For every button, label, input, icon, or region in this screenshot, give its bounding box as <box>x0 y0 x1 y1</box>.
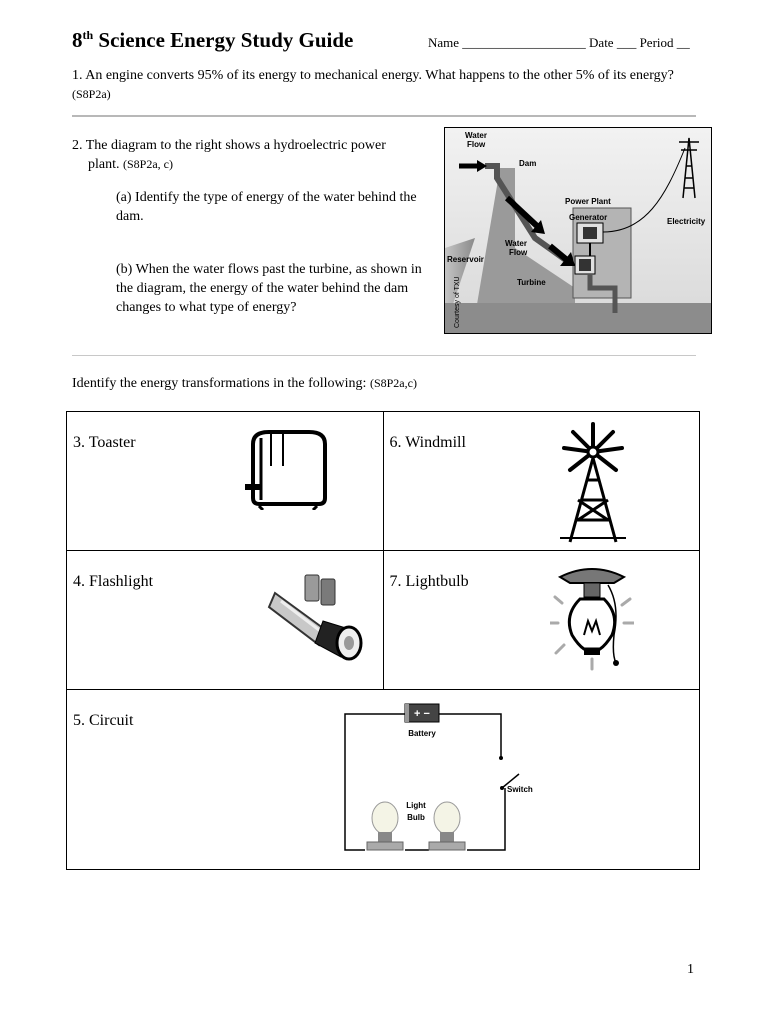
label-light-bulb-2: Bulb <box>407 813 425 822</box>
divider-1 <box>72 115 696 117</box>
label-generator: Generator <box>569 213 608 222</box>
item-flashlight-label: 4. Flashlight <box>73 573 154 590</box>
divider-2 <box>72 355 696 356</box>
page-title <box>72 28 353 53</box>
identify-instruction <box>72 376 417 392</box>
windmill-icon <box>556 420 630 544</box>
generator-core <box>583 227 597 239</box>
item-circuit-label: 5. Circuit <box>73 712 134 729</box>
item-lightbulb-label: 7. Lightbulb <box>389 573 469 590</box>
label-water-flow-top-1: Water <box>465 131 487 140</box>
battery-terminal <box>405 704 409 722</box>
switch-contact-top <box>499 756 503 760</box>
battery-symbol: + − <box>414 708 430 720</box>
question-2 <box>72 136 417 174</box>
ground <box>445 303 711 333</box>
question-2-plant: plant. <box>88 157 120 172</box>
table-row <box>67 690 700 870</box>
name-date-period-line: Name ___________________ Date ___ Period __ <box>428 35 690 50</box>
question-2b: (b) When the water flows past the turbine, as shown in the diagram, the energy of the water behind the dam changes to what type of energy? <box>116 262 422 315</box>
item-toaster-label: 3. Toaster <box>73 434 136 451</box>
label-battery: Battery <box>408 729 436 738</box>
energy-items-table <box>66 411 700 870</box>
label-reservoir: Reservoir <box>447 255 484 264</box>
cell-toaster <box>67 412 384 551</box>
title-prefix: 8 <box>72 28 83 52</box>
title-superscript: th <box>82 28 94 42</box>
question-2-line-1: 2. The diagram to the right shows a hydroelectric power <box>72 138 386 153</box>
cell-circuit <box>67 690 700 870</box>
page-number: 1 <box>687 962 694 977</box>
light-bulb-icon-left <box>367 802 403 850</box>
label-water-flow-mid-1: Water <box>505 239 527 248</box>
label-electricity: Electricity <box>667 217 706 226</box>
cell-windmill <box>383 412 700 551</box>
lightbulb-icon <box>550 565 634 671</box>
question-2a: (a) Identify the type of energy of the water behind the dam. <box>116 190 417 224</box>
turbine-core <box>579 259 591 271</box>
question-1-standard: (S8P2a) <box>72 87 111 101</box>
item-windmill-label: 6. Windmill <box>389 434 466 451</box>
label-power-plant: Power Plant <box>565 197 611 206</box>
label-water-flow-mid-2: Flow <box>509 248 528 257</box>
circuit-diagram <box>341 700 547 860</box>
label-turbine: Turbine <box>517 278 546 287</box>
flashlight-icon <box>267 573 367 663</box>
label-water-flow-top <box>465 131 487 149</box>
table-row <box>67 551 700 690</box>
label-light-bulb-1: Light <box>406 801 426 810</box>
label-dam: Dam <box>519 159 537 168</box>
cell-lightbulb <box>383 551 700 690</box>
title-rest: Science Energy Study Guide <box>93 28 354 52</box>
toaster-icon <box>239 426 335 510</box>
light-bulb-icon-right <box>429 802 465 850</box>
label-water-flow-top-2: Flow <box>467 140 486 149</box>
cell-flashlight <box>67 551 384 690</box>
table-row <box>67 412 700 551</box>
question-2-standard: (S8P2a, c) <box>123 157 173 171</box>
hydroelectric-diagram <box>444 127 712 334</box>
question-1 <box>72 66 692 104</box>
identify-text: Identify the energy transformations in the following: <box>72 376 367 391</box>
identify-standard: (S8P2a,c) <box>369 376 417 390</box>
label-water-flow-mid <box>505 239 528 257</box>
label-switch: Switch <box>507 785 533 794</box>
question-1-text: 1. An engine converts 95% of its energy to mechanical energy. What happens to the other 5% of its energy? <box>72 68 674 83</box>
label-courtesy: Courtesy of TXU <box>454 276 461 328</box>
question-2-line-2 <box>72 155 417 174</box>
